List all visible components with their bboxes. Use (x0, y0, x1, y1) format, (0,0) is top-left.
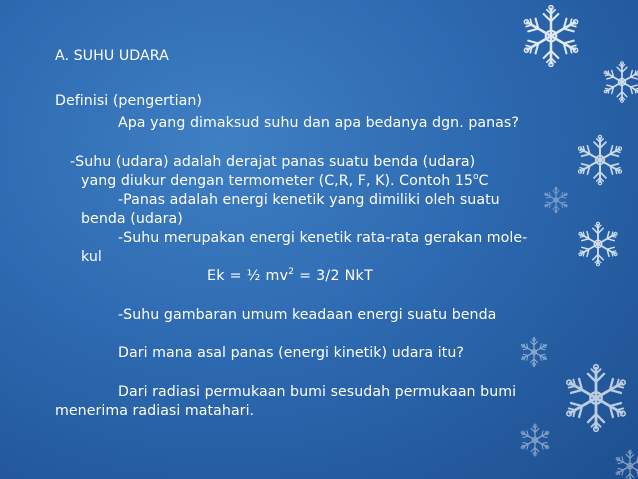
suhu-gambaran: -Suhu gambaran umum keadaan energi suatu benda (118, 307, 497, 323)
panas-definition-line-1: -Panas adalah energi kenetik yang dimiliki oleh suatu (118, 192, 500, 208)
kinetic-energy-equation (207, 267, 373, 285)
kinetik-line-2: kul (81, 249, 102, 265)
definisi-label: Definisi (pengertian) (55, 93, 202, 109)
answer-line-2: menerima radiasi matahari. (55, 403, 255, 419)
kinetik-line-1: -Suhu merupakan energi kenetik rata-rata gerakan mole- (118, 230, 528, 246)
snowflake-icon (519, 424, 550, 456)
equation-prefix: Ek = ½ mv (207, 268, 289, 284)
suhu-definition-line-1: -Suhu (udara) adalah derajat panas suatu benda (udara) (70, 154, 476, 170)
question-suhu-panas: Apa yang dimaksud suhu dan apa bedanya dgn. panas? (118, 115, 519, 131)
degree-superscript: o (472, 172, 479, 182)
equation-suffix: = 3/2 NkT (294, 268, 374, 284)
suhu-definition-line-2 (81, 172, 489, 190)
panas-definition-line-2: benda (udara) (81, 211, 183, 227)
snowflake-icon (521, 6, 581, 67)
snowflake-icon (602, 62, 638, 103)
snowflake-icon (563, 365, 629, 432)
suhu-definition-line-2-text: yang diukur dengan termometer (C,R, F, K). Contoh 15 (81, 173, 473, 189)
equation-exponent: 2 (288, 267, 295, 277)
answer-line-1: Dari radiasi permukaan bumi sesudah permukaan bumi (118, 384, 517, 400)
snowflake-icon (576, 135, 625, 184)
slide-heading: A. SUHU UDARA (55, 48, 169, 64)
snowflake-icon (520, 338, 549, 367)
snowflake-icon (577, 222, 620, 266)
question-asal-panas: Dari mana asal panas (energi kinetik) udara itu? (118, 345, 464, 361)
snowflake-icon (614, 450, 638, 479)
snowflake-icon (543, 187, 569, 213)
celsius-unit: C (478, 173, 489, 189)
